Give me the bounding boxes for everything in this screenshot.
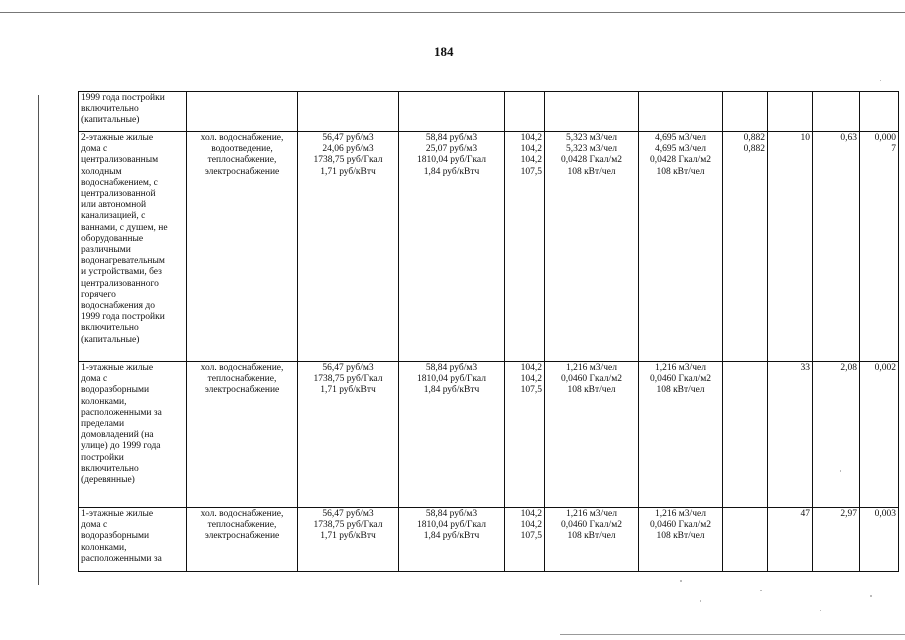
tariff-2-line: 1810,04 руб/Гкал [417, 374, 486, 385]
tariff-2-line: 1,84 руб/кВтч [423, 166, 480, 177]
tariff-2-line: 58,84 руб/м3 [425, 363, 478, 373]
services-cell [187, 132, 298, 362]
norm-2-line: 4,695 м3/чел [655, 144, 706, 155]
building-type-cell [79, 132, 187, 362]
norm-1-line: 1,216 м3/чел [566, 509, 617, 519]
norm-1-line: 0,0460 Гкал/м2 [561, 374, 622, 385]
tariff-1-line: 1738,75 руб/Гкал [313, 520, 383, 531]
index-line: 104,2 [520, 144, 542, 155]
count-value: 33 [800, 363, 810, 373]
index-line: 107,5 [520, 531, 542, 542]
index-line: 104,2 [520, 155, 542, 166]
service-line: электроснабжение [204, 166, 280, 177]
norm-1-line: 0,0460 Гкал/м2 [561, 520, 622, 531]
tariff-2-line: 58,84 руб/м3 [425, 509, 478, 519]
area-cell [813, 362, 860, 508]
norm-2-line: 0,0428 Гкал/м2 [650, 155, 711, 166]
services-cell [187, 362, 298, 508]
norm-1-cell [545, 132, 639, 362]
norm-2-line: 108 кВт/чел [656, 385, 705, 396]
norm-2-line: 0,0460 Гкал/м2 [650, 520, 711, 531]
tariff-1-cell [298, 362, 399, 508]
tariff-1-cell [298, 508, 399, 572]
service-line: теплоснабжение, [207, 155, 277, 166]
index-cell [505, 362, 545, 508]
tariff-1-line: 56,47 руб/м3 [322, 509, 374, 519]
empty-cell [768, 92, 813, 132]
index-line: 104,2 [520, 374, 542, 385]
table-row [79, 132, 899, 362]
tariff-1-line: 1,71 руб/кВтч [320, 166, 376, 177]
coefficient-cell [723, 132, 768, 362]
index-line: 104,2 [520, 520, 542, 531]
empty-cell [505, 92, 545, 132]
service-line: хол. водоснабжение, [200, 363, 284, 373]
scan-speck [820, 610, 821, 611]
service-line: теплоснабжение, [207, 520, 277, 531]
area-cell [813, 132, 860, 362]
share-cell [860, 508, 899, 572]
scan-top-border [0, 12, 905, 13]
service-line: водоотведение, [211, 144, 273, 155]
tariff-1-line: 1738,75 руб/Гкал [313, 374, 383, 385]
service-line: электроснабжение [204, 385, 280, 396]
scan-speck [700, 600, 701, 602]
count-cell [768, 362, 813, 508]
norm-2-cell [639, 132, 723, 362]
tariff-2-line: 25,07 руб/м3 [425, 144, 478, 155]
area-cell [813, 508, 860, 572]
norm-2-line: 1,216 м3/чел [655, 509, 706, 519]
service-line: теплоснабжение, [207, 374, 277, 385]
building-type-text: 1-этажные жилые дома с водоразборными колонками, расположенными за пределами домовладений (на улице) до 1999 года постройки включительно (деревянные) [81, 363, 162, 486]
count-value: 10 [800, 133, 810, 143]
tariff-1-line: 24,06 руб/м3 [322, 144, 374, 155]
scan-speck [870, 595, 872, 597]
index-line: 104,2 [520, 363, 542, 373]
service-line: хол. водоснабжение, [200, 509, 284, 519]
building-type-text: 1-этажные жилые дома с водоразборными колонками, расположенными за [81, 509, 162, 564]
empty-cell [860, 92, 899, 132]
norm-2-cell [639, 508, 723, 572]
count-cell [768, 132, 813, 362]
tariff-2-cell [399, 508, 505, 572]
index-line: 107,5 [520, 385, 542, 396]
scan-left-margin-line [38, 95, 39, 585]
tariff-1-line: 1738,75 руб/Гкал [313, 155, 383, 166]
building-type-cell [79, 508, 187, 572]
coefficient-cell [723, 362, 768, 508]
norm-1-line: 1,216 м3/чел [566, 363, 617, 373]
share-value: 0,000 7 [874, 133, 896, 155]
coefficient-line: 0,882 [743, 144, 765, 155]
area-value: 0,63 [840, 133, 857, 143]
norm-2-line: 0,0460 Гкал/м2 [650, 374, 711, 385]
tariff-1-line: 56,47 руб/м3 [322, 133, 374, 143]
share-cell [860, 132, 899, 362]
share-value: 0,003 [874, 509, 896, 519]
index-line: 104,2 [520, 509, 542, 519]
building-type-text: 2-этажные жилые дома с централизованным холодным водоснабжением, с централизованной или автономной канализацией, с ваннами, с душем, не оборудованные различными водонагревательным и устройствами, без централизованного горячего водоснабжения до 1999 года постройки включительно (капитальные) [81, 133, 168, 345]
share-cell [860, 362, 899, 508]
norm-2-line: 108 кВт/чел [656, 166, 705, 177]
tariff-1-line: 1,71 руб/кВтч [320, 385, 376, 396]
empty-cell [813, 92, 860, 132]
norm-1-line: 108 кВт/чел [567, 531, 616, 542]
area-value: 2,08 [840, 363, 857, 373]
norm-2-line: 108 кВт/чел [656, 531, 705, 542]
count-cell [768, 508, 813, 572]
index-cell [505, 508, 545, 572]
area-value: 2,97 [840, 509, 857, 519]
services-cell [187, 508, 298, 572]
norm-1-line: 5,323 м3/чел [566, 144, 617, 155]
norm-1-line: 108 кВт/чел [567, 385, 616, 396]
index-line: 104,2 [520, 133, 542, 143]
tariff-2-line: 58,84 руб/м3 [425, 133, 478, 143]
table-header-fragment-row [79, 92, 899, 132]
count-value: 47 [800, 509, 810, 519]
index-line: 107,5 [520, 166, 542, 177]
empty-cell [545, 92, 639, 132]
tariff-1-cell [298, 132, 399, 362]
coefficient-cell [723, 508, 768, 572]
tariff-2-line: 1810,04 руб/Гкал [417, 155, 486, 166]
share-value: 0,002 [874, 363, 896, 373]
building-type-cell [79, 362, 187, 508]
tariff-1-line: 56,47 руб/м3 [322, 363, 374, 373]
tariff-2-cell [399, 362, 505, 508]
tariff-table [78, 91, 899, 572]
tariff-2-cell [399, 132, 505, 362]
table-row [79, 362, 899, 508]
scan-speck [840, 470, 841, 472]
scan-speck [880, 80, 881, 81]
empty-cell [298, 92, 399, 132]
norm-1-line: 108 кВт/чел [567, 166, 616, 177]
coefficient-line: 0,882 [743, 133, 765, 143]
page-number: 184 [434, 44, 454, 59]
norm-1-line: 0,0428 Гкал/м2 [561, 155, 622, 166]
scan-speck [680, 580, 682, 582]
empty-cell [399, 92, 505, 132]
empty-cell [639, 92, 723, 132]
norm-2-cell [639, 362, 723, 508]
tariff-1-line: 1,71 руб/кВтч [320, 531, 376, 542]
norm-1-cell [545, 508, 639, 572]
empty-cell [187, 92, 298, 132]
tariff-2-line: 1,84 руб/кВтч [423, 531, 480, 542]
norm-2-line: 1,216 м3/чел [655, 363, 706, 373]
tariff-2-line: 1,84 руб/кВтч [423, 385, 480, 396]
scan-bottom-border [560, 634, 905, 635]
scan-speck [760, 590, 762, 591]
tariff-2-line: 1810,04 руб/Гкал [417, 520, 486, 531]
norm-1-line: 5,323 м3/чел [566, 133, 617, 143]
norm-2-line: 4,695 м3/чел [655, 133, 706, 143]
table-row [79, 508, 899, 572]
empty-cell [723, 92, 768, 132]
service-line: электроснабжение [204, 531, 280, 542]
header-fragment-cell [79, 92, 187, 132]
index-cell [505, 132, 545, 362]
norm-1-cell [545, 362, 639, 508]
header-fragment-text: 1999 года постройки включительно (капитальные) [81, 93, 165, 126]
service-line: хол. водоснабжение, [200, 133, 284, 143]
